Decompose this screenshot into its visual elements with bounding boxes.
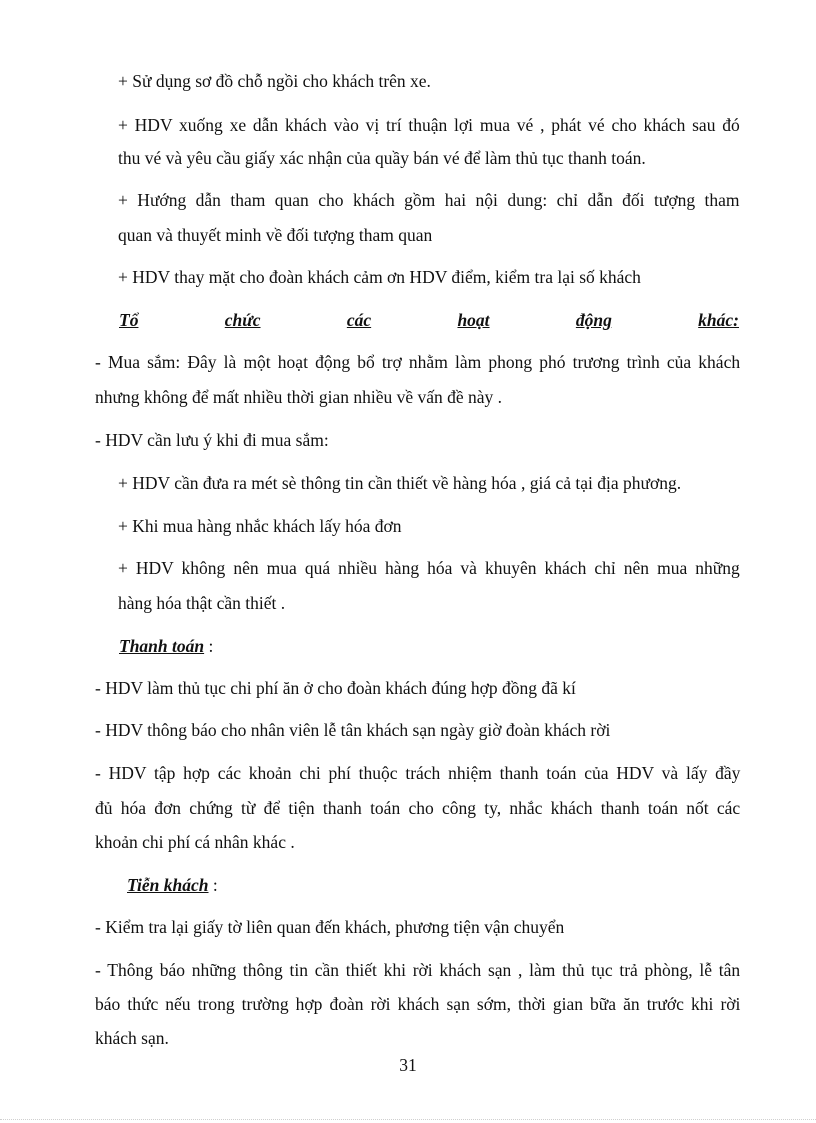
- paragraph-line: - HDV tập hợp các khoản chi phí thuộc trách nhiệm thanh toán của HDV và lấy đầy: [95, 763, 741, 783]
- heading-word: chức: [224, 310, 261, 330]
- paragraph-line: nhưng không để mất nhiều thời gian nhiều về vấn đề này .: [95, 387, 503, 407]
- paragraph-line: - Kiểm tra lại giấy tờ liên quan đến khách, phương tiện vận chuyển: [95, 917, 565, 937]
- page-number: 31: [399, 1055, 417, 1075]
- section-heading-payment: [119, 635, 213, 657]
- paragraph-line: khoản chi phí cá nhân khác .: [95, 832, 295, 852]
- paragraph-line: + HDV xuống xe dẫn khách vào vị trí thuận lợi mua vé , phát vé cho khách sau đó: [118, 115, 740, 135]
- paragraph-line: + HDV thay mặt cho đoàn khách cảm ơn HDV điểm, kiểm tra lại số khách: [118, 267, 641, 287]
- paragraph-line: + HDV không nên mua quá nhiều hàng hóa và khuyên khách chỉ nên mua những: [118, 558, 740, 578]
- paragraph-line: + Khi mua hàng nhắc khách lấy hóa đơn: [118, 516, 402, 536]
- heading-word: các: [346, 310, 372, 330]
- paragraph-line: quan và thuyết minh về đối tượng tham quan: [118, 225, 433, 245]
- paragraph-line: + Hướng dẫn tham quan cho khách gồm hai nội dung: chỉ dẫn đối tượng tham: [118, 190, 740, 210]
- heading-text: Thanh toán: [119, 636, 205, 656]
- paragraph-line: - HDV thông báo cho nhân viên lễ tân khách sạn ngày giờ đoàn khách rời: [95, 720, 611, 740]
- heading-suffix: :: [204, 636, 214, 656]
- paragraph-line: khách sạn.: [95, 1028, 169, 1048]
- heading-text: Tiễn khách: [127, 875, 209, 895]
- section-heading-farewell: [127, 874, 218, 896]
- heading-word: khác:: [698, 310, 739, 330]
- heading-word: động: [575, 310, 612, 330]
- heading-word: hoạt: [457, 310, 490, 330]
- page-bottom-divider: [0, 1119, 816, 1120]
- heading-suffix: :: [208, 875, 218, 895]
- heading-word: Tổ: [119, 310, 139, 330]
- paragraph-line: - HDV làm thủ tục chi phí ăn ở cho đoàn khách đúng hợp đồng đã kí: [95, 678, 576, 698]
- paragraph-line: - Thông báo những thông tin cần thiết khi rời khách sạn , làm thủ tục trả phòng, lễ tân: [95, 960, 741, 980]
- paragraph-line: + HDV cần đưa ra mét sè thông tin cần thiết về hàng hóa , giá cả tại địa phương.: [118, 473, 682, 493]
- paragraph-line: - Mua sắm: Đây là một hoạt động bổ trợ nhằm làm phong phó trương trình của khách: [95, 352, 741, 372]
- section-heading-other-activities: [119, 309, 739, 331]
- paragraph-line: - HDV cần lưu ý khi đi mua sắm:: [95, 430, 329, 450]
- paragraph-line: báo thức nếu trong trường hợp đoàn rời khách sạn sớm, thời gian bữa ăn trước khi rời: [95, 994, 741, 1014]
- paragraph-line: đủ hóa đơn chứng từ để tiện thanh toán cho công ty, nhắc khách thanh toán nốt các: [95, 798, 741, 818]
- paragraph-line: + Sử dụng sơ đồ chỗ ngồi cho khách trên xe.: [118, 71, 431, 91]
- paragraph-line: hàng hóa thật cần thiết .: [118, 593, 286, 613]
- paragraph-line: thu vé và yêu cầu giấy xác nhận của quầy bán vé để làm thủ tục thanh toán.: [118, 148, 646, 168]
